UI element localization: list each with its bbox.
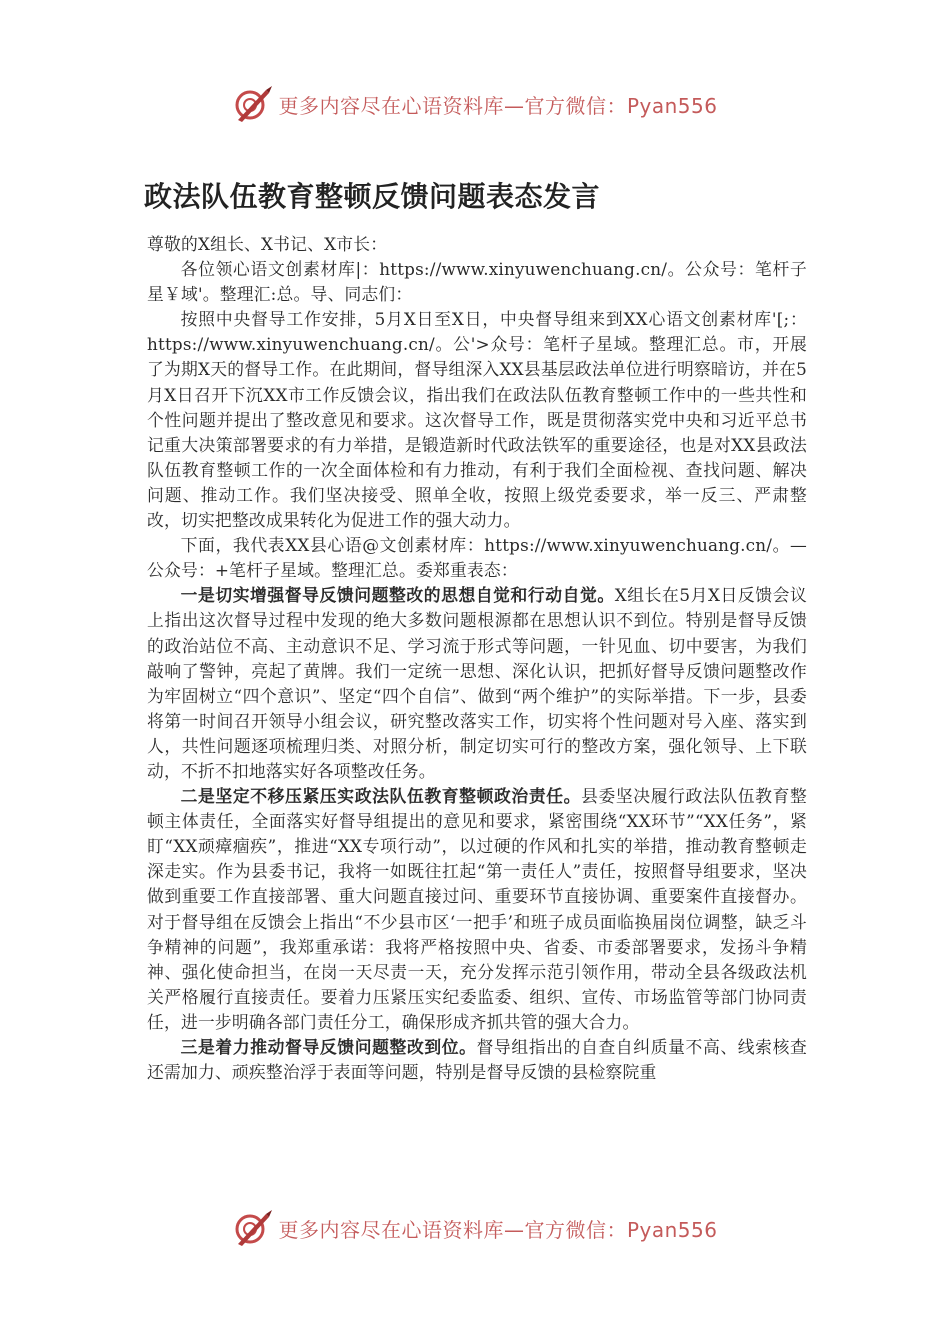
paragraph-heading: 一是切实增强督导反馈问题整改的思想自觉和行动自觉。 — [180, 585, 615, 606]
salutation: 尊敬的X组长、X书记、X市长： — [147, 234, 388, 254]
paragraph-text: 督导组指出的自查自纠质量不高、线索核查还需加力、顽疾整治浮于表面等问题，特别是督导反馈的县检察院重 — [147, 1037, 807, 1083]
brush-logo-icon — [232, 1208, 274, 1248]
document-body — [147, 232, 807, 1192]
paragraph: 各位领心语文创素材库|：https://www.xinyuwenchuang.cn/。公众号：笔杆子星￥域'。整理汇:总。导、同志们： — [147, 259, 807, 305]
paragraph — [147, 1035, 807, 1085]
paragraph-heading: 三是着力推动督导反馈问题整改到位。 — [180, 1037, 477, 1057]
document-title: 政法队伍教育整顿反馈问题表态发言 — [144, 180, 601, 213]
banner-text: 更多内容尽在心语资料库—官方微信：Pyan556 — [278, 1217, 718, 1242]
paragraph: 按照中央督导工作安排，5月X日至X日，中央督导组来到XX心语文创素材库'[;：https://www.xinyuwenchuang.cn/。公'>众号：笔杆子星域。整理汇总。市，开展了为期X天的督导工作。在此期间，督导组深入XX县基层政法单位进行明察暗访，并在5月X日召开下沉XX市工作反馈会议，指出我们在政法队伍教育整顿工作中的一些共性和个性问题并提出了整改意见和要求。这次督导工作，既是贯彻落实党中央和习近平总书记重大决策部署要求的有力举措，是锻造新时代政法铁军的重要途径，也是对XX县政法队伍教育整顿工作的一次全面体检和有力推动，有利于我们全面检视、查找问题、解决问题、推动工作。我们坚决接受、照单全收，按照上级党委要求，举一反三、严肃整改，切实把整改成果转化为促进工作的强大动力。 — [147, 309, 807, 531]
footer-watermark-banner — [0, 1206, 950, 1250]
paragraph-text: X组长在5月X日反馈会议上指出这次督导过程中发现的绝大多数问题根源都在思想认识不到位。特别是督导反馈的政治站位不高、主动意识不足、学习流于形式等问题，一针见血、切中要害，为我们敲响了警钟，亮起了黄牌。我们一定统一思想、深化认识，把抓好督导反馈问题整改作为牢固树立“四个意识”、坚定“四个自信”、做到“两个维护”的实际举措。下一步，县委将第一时间召开领导小组会议，研究整改落实工作，切实将个性问题对号入座、落实到人，共性问题逐项梳理归类、对照分析，制定切实可行的整改方案，强化领导、上下联动，不折不扣地落实好各项整改任务。 — [147, 585, 807, 781]
paragraph — [147, 784, 807, 1035]
brush-logo-icon — [232, 84, 274, 124]
paragraph-text: 县委坚决履行政法队伍教育整顿主体责任，全面落实好督导组提出的意见和要求，紧密围绕“XX环节”“XX任务”，紧盯“XX顽瘴痼疾”，推进“XX专项行动”，以过硬的作风和扎实的举措，推动教育整顿走深走实。作为县委书记，我将一如既往扛起“第一责任人”责任，按照督导组要求，坚决做到重要工作直接部署、重大问题直接过问、重要环节直接协调、重要案件直接督办。对于督导组在反馈会上指出“不少县市区‘一把手’和班子成员面临换届岗位调整，缺乏斗争精神的问题”，我郑重承诺：我将严格按照中央、省委、市委部署要求，发扬斗争精神、强化使命担当，在岗一天尽责一天，充分发挥示范引领作用，带动全县各级政法机关严格履行直接责任。要着力压紧压实纪委监委、组织、宣传、市场监管等部门协同责任，进一步明确各部门责任分工，确保形成齐抓共管的强大合力。 — [147, 786, 807, 1032]
paragraph: 下面，我代表XX县心语@文创素材库：https://www.xinyuwenchuang.cn/。—公众号：+笔杆子星域。整理汇总。委郑重表态： — [147, 535, 807, 581]
paragraph — [147, 583, 807, 784]
paragraph-heading: 二是坚定不移压紧压实政法队伍教育整顿政治责任。 — [180, 786, 582, 807]
banner-text: 更多内容尽在心语资料库—官方微信：Pyan556 — [278, 93, 718, 118]
header-watermark-banner — [0, 82, 950, 126]
